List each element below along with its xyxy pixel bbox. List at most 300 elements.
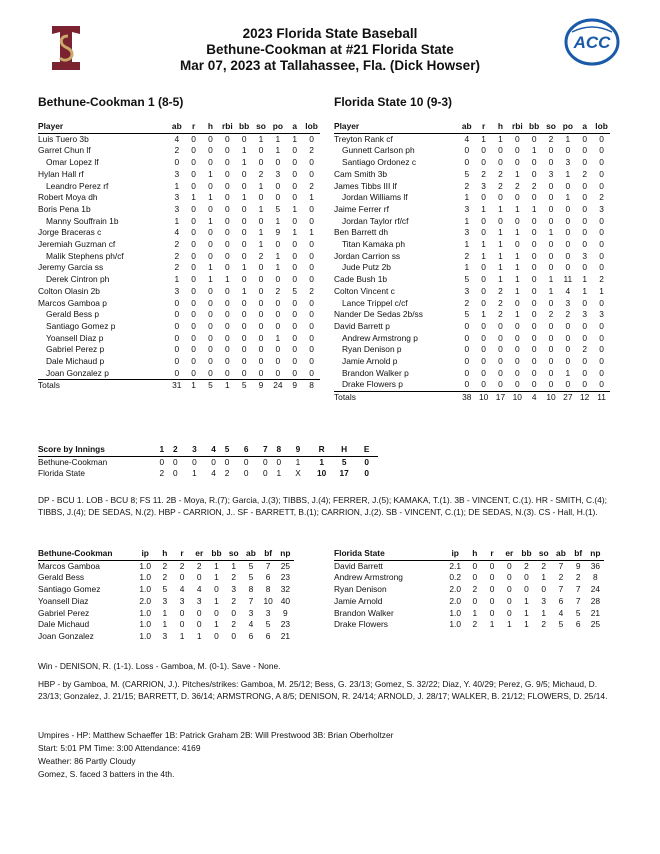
stat-cell: 0	[241, 215, 247, 226]
inning-score: 1	[192, 468, 197, 479]
totals-label: Totals	[38, 380, 168, 392]
stat-cell: 4	[174, 227, 180, 238]
column-header: a	[576, 121, 593, 133]
stat-cell: 0	[241, 133, 247, 144]
stat-cell: 0	[241, 239, 247, 250]
stat-cell: 1	[258, 203, 264, 214]
stat-cell: 0	[224, 262, 230, 273]
stat-cell: 0	[531, 356, 537, 367]
stat-cell: 2	[565, 309, 571, 320]
player-name: Gunnett Carlson ph	[342, 145, 415, 156]
inning-score: 0	[192, 456, 197, 467]
pitcher-name: Brandon Walker	[334, 607, 394, 618]
stat-cell: 0	[464, 157, 470, 168]
pitcher-name: Dale Michaud	[38, 619, 90, 630]
stat-cell: 0	[565, 239, 571, 250]
stat-cell: 0	[224, 227, 230, 238]
stat-cell: 0	[174, 157, 180, 168]
stat-cell: 0	[241, 227, 247, 238]
stat-cell: 0	[481, 192, 486, 203]
stat-cell: 0	[582, 297, 588, 308]
pitcher-row	[38, 572, 294, 584]
stat-cell: 1	[582, 285, 588, 296]
stat-cell: 0	[548, 332, 554, 343]
player-row	[334, 133, 610, 145]
stat-cell: 0	[472, 572, 478, 583]
stat-cell: 23	[280, 572, 291, 583]
stat-cell: 0	[196, 619, 202, 630]
stat-cell: 3	[582, 309, 588, 320]
stat-cell: 0	[292, 262, 298, 273]
stat-cell: 0	[208, 250, 213, 261]
rhe-header: R	[310, 444, 333, 456]
player-row	[334, 239, 610, 251]
stat-cell: 8	[248, 584, 254, 595]
stat-cell: 0	[531, 309, 537, 320]
stat-cell: 3	[174, 203, 180, 214]
stat-cell: 2	[548, 309, 554, 320]
stat-cell: 2	[258, 168, 264, 179]
stat-cell: 0	[531, 227, 537, 238]
stat-cell: 3	[464, 203, 470, 214]
stat-cell: 2	[472, 584, 478, 595]
stat-cell: 0	[275, 344, 281, 355]
stat-cell: 0	[599, 332, 604, 343]
stat-cell: 1	[481, 133, 486, 144]
stat-cell: 0.2	[449, 572, 462, 583]
column-header: rbi	[219, 121, 236, 133]
stat-cell: 1	[464, 192, 470, 203]
stat-cell: 0	[191, 250, 196, 261]
player-name: Titan Kamaka ph	[342, 239, 406, 250]
player-name: Ben Barrett dh	[334, 227, 389, 238]
stat-cell: 5	[464, 309, 470, 320]
stat-cell: 0	[309, 168, 314, 179]
stat-cell: 7	[558, 560, 564, 571]
stat-cell: 1	[541, 572, 547, 583]
inning-score: 4	[211, 468, 216, 479]
player-row	[334, 368, 610, 380]
totals-row	[334, 392, 610, 404]
stat-cell: 1	[224, 274, 230, 285]
player-name: Colton Vincent c	[334, 285, 395, 296]
stat-cell: 0	[514, 332, 520, 343]
stat-cell: 0	[582, 192, 588, 203]
pitcher-row	[38, 560, 294, 572]
player-name: Marcos Gamboa p	[38, 297, 107, 308]
stat-cell: 0	[541, 584, 547, 595]
stat-cell: 0	[208, 309, 213, 320]
stat-cell: 3	[565, 297, 571, 308]
stat-cell: 0	[292, 250, 298, 261]
stat-cell: 0	[481, 344, 486, 355]
home-team-heading: Florida State 10 (9-3)	[334, 95, 453, 109]
stat-cell: 0	[531, 239, 537, 250]
stat-cell: 0	[174, 356, 180, 367]
rhe-value: 0	[364, 456, 370, 467]
stat-cell: 0	[258, 344, 264, 355]
stat-cell: 1	[174, 274, 180, 285]
stat-cell: 0	[548, 297, 554, 308]
inning-header: 9	[286, 444, 311, 456]
stat-cell: 0	[531, 250, 537, 261]
stat-cell: 1.0	[139, 584, 152, 595]
column-header: er	[501, 548, 518, 560]
stat-cell: 2	[498, 309, 503, 320]
stat-cell: 0	[309, 262, 314, 273]
stat-cell: 5	[575, 607, 581, 618]
stat-cell: 0	[599, 344, 604, 355]
stat-cell: 1	[275, 332, 281, 343]
stat-cell: 0	[514, 157, 520, 168]
stat-cell: 1	[531, 145, 537, 156]
stat-cell: 0	[531, 297, 537, 308]
stat-cell: 1	[241, 157, 247, 168]
stat-cell: 0	[599, 250, 604, 261]
stat-cell: 2	[548, 133, 554, 144]
stat-cell: 1	[498, 274, 503, 285]
stat-cell: 1	[214, 560, 219, 571]
stat-cell: 1	[548, 227, 554, 238]
stat-cell: 0	[208, 356, 213, 367]
pitcher-name: Andrew Armstrong	[334, 572, 403, 583]
stat-cell: 1.0	[139, 560, 152, 571]
stat-cell: 0	[548, 320, 554, 331]
column-header: ab	[242, 548, 259, 560]
stat-cell: 0	[224, 203, 230, 214]
stat-cell: 0	[582, 379, 588, 390]
column-header: r	[173, 548, 190, 560]
stat-cell: 4	[196, 584, 202, 595]
stat-cell: 0	[548, 239, 554, 250]
pitcher-name: Joan Gonzalez	[38, 630, 94, 641]
stat-cell: 6	[248, 630, 254, 641]
stat-cell: 0	[514, 133, 520, 144]
totals-cell: 4	[526, 392, 543, 404]
stat-cell: 3	[481, 180, 486, 191]
stat-cell: 0	[309, 309, 314, 320]
stat-cell: 0	[191, 145, 196, 156]
stat-cell: 0	[506, 607, 512, 618]
stat-cell: 0	[174, 367, 180, 378]
player-name: Hylan Hall rf	[38, 168, 84, 179]
column-header: h	[156, 548, 173, 560]
stat-cell: 1	[565, 168, 571, 179]
stat-cell: 3	[196, 595, 202, 606]
pitcher-row	[334, 619, 604, 631]
stat-cell: 3	[599, 203, 604, 214]
pitcher-name: Marcos Gamboa	[38, 560, 100, 571]
stat-cell: 1	[514, 274, 520, 285]
stat-cell: 1	[258, 180, 264, 191]
stat-cell: 2	[599, 192, 604, 203]
player-row	[334, 192, 610, 204]
stat-cell: 0	[464, 367, 470, 378]
totals-cell: 31	[168, 380, 185, 392]
player-row	[38, 286, 320, 298]
player-row	[38, 309, 320, 321]
stat-cell: 0	[548, 262, 554, 273]
stat-cell: 2	[309, 145, 314, 156]
stat-cell: 0	[191, 227, 196, 238]
player-name: Jordan Taylor rf/cf	[342, 215, 409, 226]
stat-cell: 2	[524, 560, 529, 571]
pitcher-row	[38, 584, 294, 596]
stat-cell: 3	[248, 607, 254, 618]
stat-cell: 0	[498, 215, 503, 226]
stat-cell: 0	[241, 297, 247, 308]
stat-cell: 5	[558, 619, 564, 630]
stat-cell: 0	[481, 320, 486, 331]
game-footnote: Gomez, S. faced 3 batters in the 4th.	[38, 769, 175, 779]
stat-cell: 0	[275, 356, 281, 367]
linescore-row	[38, 456, 378, 468]
stat-cell: 1	[258, 239, 264, 250]
stat-cell: 2	[174, 239, 180, 250]
stat-cell: 0	[309, 215, 314, 226]
stat-cell: 0	[464, 332, 470, 343]
stat-cell: 0	[208, 157, 213, 168]
score-by-innings	[38, 444, 378, 480]
stat-cell: 0	[599, 356, 604, 367]
player-name: Cam Smith 3b	[334, 168, 388, 179]
inning-score: 0	[159, 456, 165, 467]
stat-cell: 0	[191, 262, 196, 273]
stat-cell: 1.0	[139, 572, 152, 583]
player-row	[334, 274, 610, 286]
column-header: so	[225, 548, 242, 560]
player-row	[38, 169, 320, 181]
stat-cell: 1	[191, 192, 196, 203]
stat-cell: 0	[292, 274, 298, 285]
stat-cell: 0	[524, 572, 529, 583]
player-name: Santiago Ordonez c	[342, 157, 417, 168]
player-row	[38, 356, 320, 368]
column-header: a	[286, 121, 303, 133]
player-name: Omar Lopez lf	[46, 157, 99, 168]
stat-cell: 0	[241, 344, 247, 355]
stat-cell: 0	[506, 584, 512, 595]
stat-cell: 1	[514, 250, 520, 261]
stat-cell: 9	[275, 227, 281, 238]
stat-cell: 0	[582, 239, 588, 250]
totals-cell: 10	[543, 392, 560, 404]
pitcher-row	[334, 608, 604, 620]
stat-cell: 2.0	[449, 584, 462, 595]
stat-cell: 1	[472, 607, 478, 618]
stat-cell: 1	[309, 192, 314, 203]
stat-cell: 2	[464, 250, 470, 261]
stat-cell: 0	[464, 344, 470, 355]
totals-cell: 27	[559, 392, 576, 404]
pitcher-name: Santiago Gomez	[38, 584, 101, 595]
stat-cell: 0	[548, 367, 554, 378]
stat-cell: 0	[292, 215, 298, 226]
totals-cell: 24	[269, 380, 286, 392]
home-box-score	[334, 121, 610, 404]
inning-score: 1	[276, 468, 282, 479]
stat-cell: 0	[565, 344, 571, 355]
stat-cell: 0	[548, 192, 554, 203]
stat-cell: 2	[196, 560, 202, 571]
stat-cell: 0	[309, 274, 314, 285]
stat-cell: 0	[292, 344, 298, 355]
stat-cell: 0	[599, 262, 604, 273]
stat-cell: 0	[514, 320, 520, 331]
stat-cell: 1	[524, 619, 529, 630]
stat-cell: 0	[214, 584, 219, 595]
player-row	[38, 333, 320, 345]
stat-cell: 3	[565, 157, 571, 168]
inning-score: 0	[173, 468, 178, 479]
column-header: bf	[570, 548, 587, 560]
stat-cell: 1	[208, 192, 213, 203]
totals-cell: 10	[475, 392, 492, 404]
stat-cell: 0	[214, 630, 219, 641]
stat-cell: 0	[565, 262, 571, 273]
stat-cell: 0	[275, 320, 281, 331]
stat-cell: 3	[464, 285, 470, 296]
stat-cell: 2	[162, 572, 168, 583]
pitcher-name: Gabriel Perez	[38, 607, 90, 618]
totals-cell: 38	[458, 392, 475, 404]
stat-cell: 0	[599, 157, 604, 168]
stat-cell: 0	[275, 367, 281, 378]
stat-cell: 0	[224, 239, 230, 250]
stat-cell: 0	[582, 145, 588, 156]
stat-cell: 1	[481, 203, 486, 214]
column-header: h	[202, 121, 219, 133]
stat-cell: 0	[514, 297, 520, 308]
stat-cell: 2	[541, 619, 547, 630]
stat-cell: 1	[498, 133, 503, 144]
inning-header: 8	[272, 444, 286, 456]
stat-cell: 0	[258, 192, 264, 203]
stat-cell: 0	[191, 215, 196, 226]
stat-cell: 2	[599, 274, 604, 285]
stat-cell: 2	[514, 180, 520, 191]
stat-cell: 2.0	[449, 595, 462, 606]
player-name: Brandon Walker p	[342, 367, 409, 378]
stat-cell: 0	[481, 262, 486, 273]
stat-cell: 1	[514, 285, 520, 296]
player-row	[38, 216, 320, 228]
stat-cell: 0	[224, 285, 230, 296]
stat-cell: 0	[191, 344, 196, 355]
stat-cell: 0	[191, 367, 196, 378]
stat-cell: 2	[582, 344, 588, 355]
player-name: Treyton Rank cf	[334, 133, 393, 144]
player-name: Gerald Bess p	[46, 309, 100, 320]
totals-cell: 9	[286, 380, 303, 392]
stat-cell: 0	[241, 250, 247, 261]
stat-cell: 0	[582, 227, 588, 238]
stat-cell: 0	[599, 180, 604, 191]
stat-cell: 5	[248, 572, 254, 583]
stat-cell: 0	[514, 379, 520, 390]
stat-cell: 0	[191, 320, 196, 331]
stat-cell: 0	[224, 192, 230, 203]
stat-cell: 1	[498, 227, 503, 238]
stat-cell: 9	[575, 560, 581, 571]
stat-cell: 0	[191, 309, 196, 320]
pitcher-name: Jamie Arnold	[334, 595, 383, 606]
player-name: Luis Tuero 3b	[38, 133, 89, 144]
stat-cell: 7	[558, 584, 564, 595]
stat-cell: 5	[162, 584, 168, 595]
stat-cell: 6	[265, 630, 271, 641]
pitching-notes: HBP - by Gamboa, M. (CARRION, J.). Pitches/strikes: Gamboa, M. 25/12; Bess, G. 23/13; Gomez, S. 32/22; Diaz, Y. 40/29; Perez, G. 9/5; Michaud, D. 23/13; Gonzalez, J. 21/15; BARRETT, D. 36/14; ARMSTRONG, A 8/5; DENISON, R. 24/14; ARNOLD, J. 28/17; WALKER, B. 21/12; FLOWERS, D. 25/14.	[38, 679, 608, 702]
stat-cell: 0	[464, 145, 470, 156]
stat-cell: 0	[481, 215, 486, 226]
stat-cell: 0	[514, 239, 520, 250]
stat-cell: 0	[208, 239, 213, 250]
stat-cell: 0	[481, 367, 486, 378]
stat-cell: 0	[599, 239, 604, 250]
stat-cell: 0	[599, 379, 604, 390]
player-row	[334, 333, 610, 345]
stat-cell: 0	[599, 215, 604, 226]
stat-cell: 1	[309, 227, 314, 238]
acc-logo-text: ACC	[573, 33, 611, 52]
player-name: Jeremiah Guzman cf	[38, 239, 116, 250]
stat-cell: 0	[241, 180, 247, 191]
stat-cell: 0	[565, 145, 571, 156]
stat-cell: 0	[309, 367, 314, 378]
stat-cell: 0	[224, 180, 230, 191]
column-header: bf	[260, 548, 277, 560]
column-header: so	[535, 548, 552, 560]
player-name: Malik Stephens ph/cf	[46, 250, 124, 261]
stat-cell: 0	[531, 215, 537, 226]
stat-cell: 0	[599, 227, 604, 238]
stat-cell: 1	[231, 560, 237, 571]
stat-cell: 3	[174, 168, 180, 179]
stat-cell: 1	[481, 309, 486, 320]
player-name: James Tibbs III lf	[334, 180, 397, 191]
stat-cell: 0	[498, 192, 503, 203]
stat-cell: 0	[506, 560, 512, 571]
stat-cell: 0	[548, 215, 554, 226]
stat-cell: 0	[531, 262, 537, 273]
column-header: po	[559, 121, 576, 133]
stat-cell: 40	[280, 595, 291, 606]
stat-cell: 6	[575, 619, 581, 630]
player-name: Joan Gonzalez p	[46, 367, 109, 378]
rhe-header: H	[333, 444, 356, 456]
stat-cell: 0	[531, 332, 537, 343]
player-row	[334, 321, 610, 333]
stat-cell: 2	[309, 285, 314, 296]
stat-cell: 0	[309, 157, 314, 168]
stat-cell: 0	[309, 239, 314, 250]
stat-cell: 0	[224, 157, 230, 168]
stat-cell: 1	[524, 607, 529, 618]
stat-cell: 1	[241, 192, 247, 203]
stat-cell: 0	[174, 297, 180, 308]
column-header: h	[466, 548, 483, 560]
stat-cell: 0	[565, 180, 571, 191]
totals-cell: 17	[492, 392, 509, 404]
player-row	[38, 262, 320, 274]
pitcher-name: Yoansell Diaz	[38, 595, 89, 606]
stat-cell: 3	[162, 595, 168, 606]
inning-header: 1	[155, 444, 169, 456]
stat-cell: 0	[174, 332, 180, 343]
page-title: 2023 Florida State Baseball	[242, 26, 418, 41]
stat-cell: 1	[464, 239, 470, 250]
stat-cell: 0	[196, 572, 202, 583]
